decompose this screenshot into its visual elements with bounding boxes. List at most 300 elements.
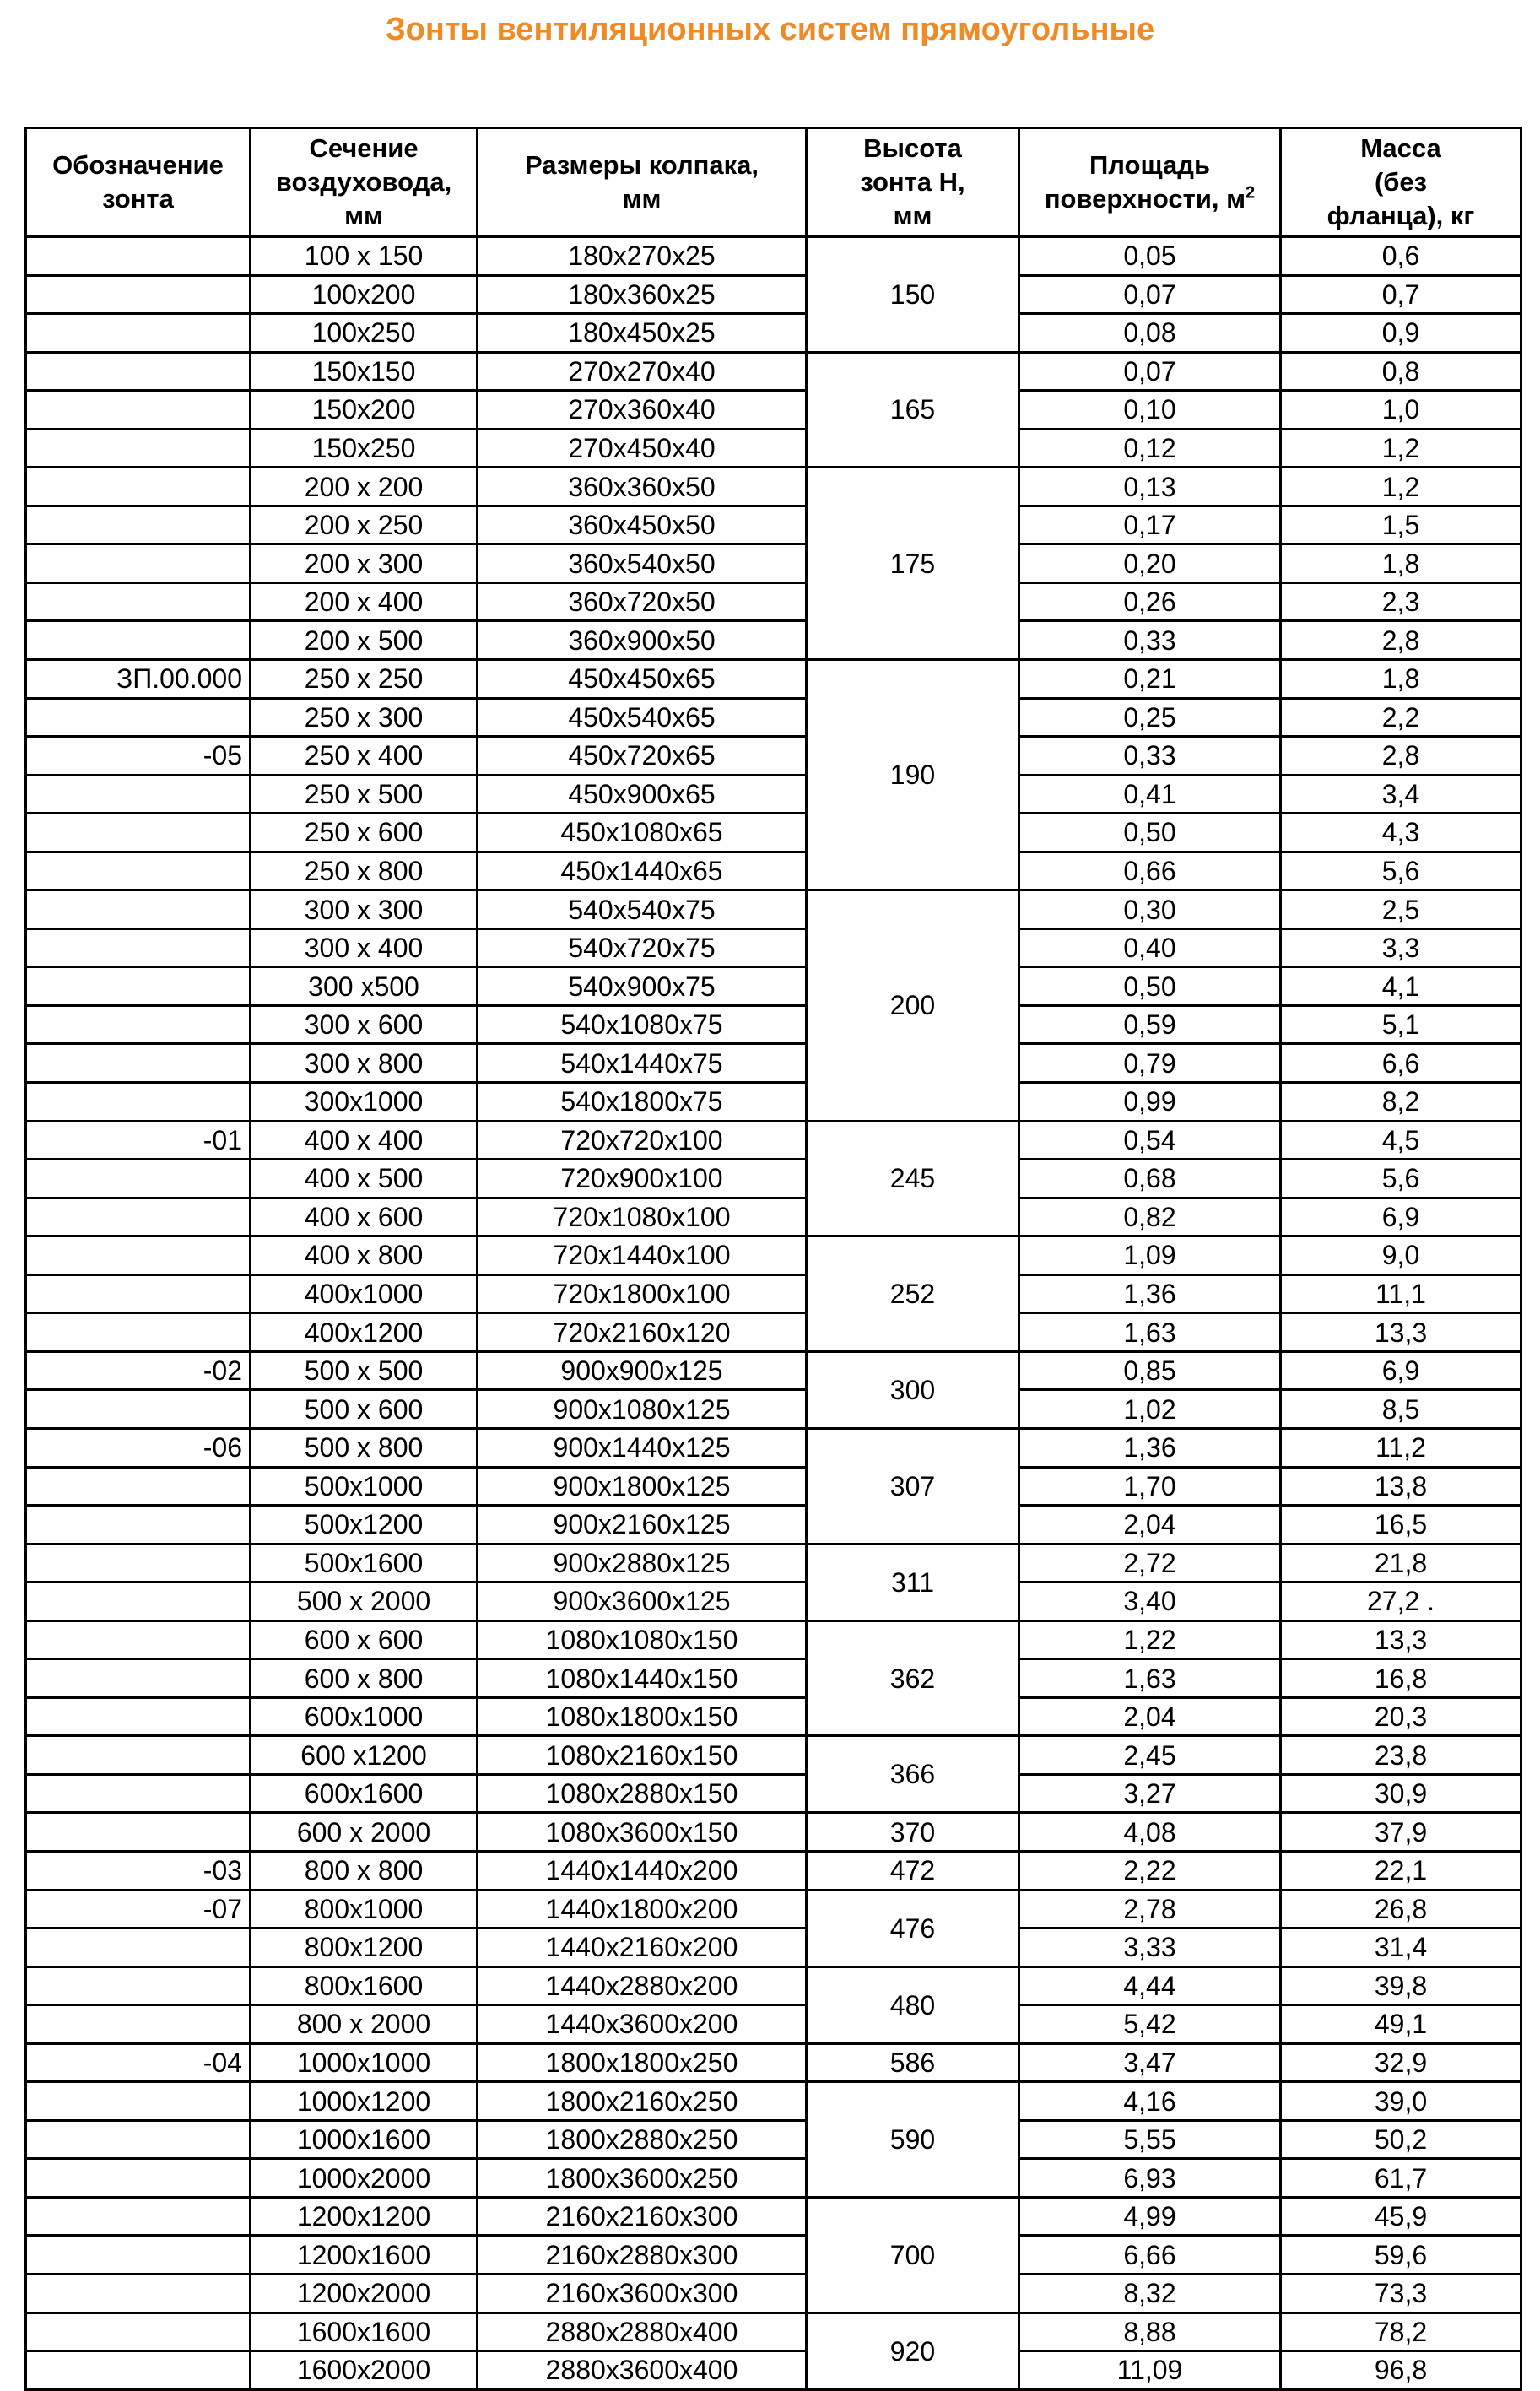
cell-designation (26, 1313, 251, 1352)
cell-height: 165 (807, 352, 1019, 468)
cell-section: 500 х 2000 (251, 1582, 478, 1621)
cell-surface-area: 3,27 (1019, 1774, 1281, 1813)
cell-designation: -05 (26, 737, 251, 776)
cell-mass: 3,4 (1281, 775, 1521, 814)
table-row (26, 1121, 1521, 1160)
cell-mass: 4,5 (1281, 1121, 1521, 1160)
table-row (26, 1198, 1521, 1236)
cell-mass: 9,0 (1281, 1236, 1521, 1275)
cell-surface-area: 4,99 (1019, 2197, 1281, 2236)
cell-hood-size: 2880x3600x400 (478, 2351, 807, 2390)
cell-mass: 73,3 (1281, 2274, 1521, 2313)
cell-designation (26, 429, 251, 468)
cell-height: 362 (807, 1620, 1019, 1736)
cell-section: 200 х 250 (251, 506, 478, 544)
cell-surface-area: 1,70 (1019, 1467, 1281, 1506)
cell-designation: ЗП.00.000 (26, 660, 251, 699)
header-text: фланца), кг (1327, 201, 1475, 230)
cell-mass: 61,7 (1281, 2159, 1521, 2198)
header-text: Масса (1360, 133, 1441, 163)
table-row (26, 1236, 1521, 1275)
cell-hood-size: 720x720x100 (478, 1121, 807, 1160)
cell-designation (26, 621, 251, 660)
table-row (26, 1044, 1521, 1083)
cell-hood-size: 900x2880x125 (478, 1544, 807, 1582)
cell-surface-area: 1,02 (1019, 1390, 1281, 1429)
cell-surface-area: 3,33 (1019, 1928, 1281, 1967)
cell-designation (26, 1928, 251, 1967)
cell-designation (26, 1813, 251, 1852)
cell-designation (26, 1390, 251, 1429)
cell-hood-size: 450x540x65 (478, 698, 807, 737)
cell-designation (26, 2313, 251, 2351)
cell-section: 500 х 800 (251, 1428, 478, 1467)
cell-section: 200 х 300 (251, 544, 478, 583)
cell-mass: 1,2 (1281, 468, 1521, 506)
cell-section: 200 х 200 (251, 468, 478, 506)
cell-section: 800 х 800 (251, 1851, 478, 1890)
cell-surface-area: 1,36 (1019, 1274, 1281, 1313)
header-text: зонта (102, 184, 174, 214)
cell-surface-area: 0,30 (1019, 890, 1281, 929)
cell-surface-area: 0,17 (1019, 506, 1281, 544)
table-row (26, 1774, 1521, 1813)
cell-mass: 5,6 (1281, 852, 1521, 890)
cell-mass: 11,2 (1281, 1428, 1521, 1467)
cell-mass: 96,8 (1281, 2351, 1521, 2390)
cell-hood-size: 2160x2160x300 (478, 2197, 807, 2236)
cell-height: 370 (807, 1813, 1019, 1852)
table-row (26, 1544, 1521, 1582)
cell-surface-area: 0,79 (1019, 1044, 1281, 1083)
table-row (26, 737, 1521, 776)
table-row (26, 544, 1521, 583)
cell-section: 400x1000 (251, 1274, 478, 1313)
cell-hood-size: 900x900x125 (478, 1351, 807, 1390)
page-title: Зонты вентиляционных систем прямоугольные (385, 12, 1155, 47)
cell-surface-area: 1,63 (1019, 1659, 1281, 1698)
cell-mass: 6,9 (1281, 1351, 1521, 1390)
cell-hood-size: 450x720x65 (478, 737, 807, 776)
cell-surface-area: 0,40 (1019, 928, 1281, 967)
cell-section: 1200x2000 (251, 2274, 478, 2313)
cell-section: 300 х 800 (251, 1044, 478, 1083)
cell-mass: 23,8 (1281, 1736, 1521, 1775)
cell-designation (26, 1236, 251, 1275)
header-section (251, 128, 478, 237)
cell-hood-size: 720x900x100 (478, 1160, 807, 1198)
cell-hood-size: 720x1800x100 (478, 1274, 807, 1313)
cell-mass: 59,6 (1281, 2236, 1521, 2275)
header-text: мм (893, 201, 932, 230)
cell-surface-area: 0,08 (1019, 314, 1281, 353)
cell-hood-size: 540x900x75 (478, 967, 807, 1006)
cell-mass: 13,3 (1281, 1620, 1521, 1659)
cell-mass: 26,8 (1281, 1890, 1521, 1928)
table-row (26, 1313, 1521, 1352)
cell-surface-area: 1,09 (1019, 1236, 1281, 1275)
cell-mass: 32,9 (1281, 2043, 1521, 2082)
cell-surface-area: 0,59 (1019, 1005, 1281, 1044)
cell-section: 500x1200 (251, 1506, 478, 1544)
cell-designation (26, 1160, 251, 1198)
table-row (26, 621, 1521, 660)
cell-mass: 4,3 (1281, 814, 1521, 852)
cell-designation: -06 (26, 1428, 251, 1467)
table-row (26, 2274, 1521, 2313)
header-text: мм (344, 201, 383, 230)
cell-hood-size: 270x270x40 (478, 352, 807, 391)
cell-mass: 1,0 (1281, 391, 1521, 430)
cell-surface-area: 0,12 (1019, 429, 1281, 468)
cell-hood-size: 1080x1080x150 (478, 1620, 807, 1659)
table-row (26, 2197, 1521, 2236)
table-row (26, 352, 1521, 391)
cell-designation (26, 890, 251, 929)
cell-section: 1200x1200 (251, 2197, 478, 2236)
cell-hood-size: 900x3600x125 (478, 1582, 807, 1621)
cell-surface-area: 0,33 (1019, 737, 1281, 776)
cell-section: 600 х 800 (251, 1659, 478, 1698)
table-row (26, 2313, 1521, 2351)
cell-section: 600 х1200 (251, 1736, 478, 1775)
cell-surface-area: 5,55 (1019, 2120, 1281, 2159)
cell-hood-size: 2880x2880x400 (478, 2313, 807, 2351)
cell-surface-area: 0,66 (1019, 852, 1281, 890)
cell-section: 500 х 500 (251, 1351, 478, 1390)
cell-section: 300x1000 (251, 1083, 478, 1122)
cell-height: 586 (807, 2043, 1019, 2082)
cell-mass: 45,9 (1281, 2197, 1521, 2236)
cell-hood-size: 360x450x50 (478, 506, 807, 544)
cell-hood-size: 2160x2880x300 (478, 2236, 807, 2275)
cell-hood-size: 720x2160x120 (478, 1313, 807, 1352)
cell-designation (26, 2236, 251, 2275)
cell-mass: 5,6 (1281, 1160, 1521, 1198)
hood-spec-table (24, 127, 1522, 2391)
cell-height: 245 (807, 1121, 1019, 1236)
cell-hood-size: 900x2160x125 (478, 1506, 807, 1544)
cell-section: 400 х 500 (251, 1160, 478, 1198)
cell-hood-size: 1080x3600x150 (478, 1813, 807, 1852)
cell-surface-area: 2,04 (1019, 1506, 1281, 1544)
cell-surface-area: 0,68 (1019, 1160, 1281, 1198)
header-superscript: 2 (1246, 183, 1256, 203)
cell-section: 500x1600 (251, 1544, 478, 1582)
cell-section: 800x1000 (251, 1890, 478, 1928)
cell-mass: 20,3 (1281, 1697, 1521, 1736)
table-row (26, 2236, 1521, 2275)
cell-hood-size: 1080x2160x150 (478, 1736, 807, 1775)
cell-designation (26, 2082, 251, 2121)
cell-section: 600x1000 (251, 1697, 478, 1736)
cell-surface-area: 2,78 (1019, 1890, 1281, 1928)
table-row (26, 928, 1521, 967)
cell-designation (26, 1966, 251, 2005)
cell-mass: 16,8 (1281, 1659, 1521, 1698)
cell-hood-size: 1440x2880x200 (478, 1966, 807, 2005)
cell-designation (26, 314, 251, 353)
cell-mass: 39,0 (1281, 2082, 1521, 2121)
table-row (26, 1851, 1521, 1890)
cell-height: 366 (807, 1736, 1019, 1813)
cell-designation (26, 352, 251, 391)
cell-hood-size: 360x900x50 (478, 621, 807, 660)
cell-section: 800x1200 (251, 1928, 478, 1967)
cell-height: 480 (807, 1966, 1019, 2043)
cell-designation (26, 2351, 251, 2390)
table-row (26, 582, 1521, 621)
cell-height: 476 (807, 1890, 1019, 1966)
table-row (26, 2120, 1521, 2159)
cell-designation (26, 1620, 251, 1659)
cell-mass: 50,2 (1281, 2120, 1521, 2159)
cell-section: 400 х 800 (251, 1236, 478, 1275)
table-row (26, 2159, 1521, 2198)
cell-hood-size: 270x360x40 (478, 391, 807, 430)
table-row (26, 1506, 1521, 1544)
cell-height: 920 (807, 2313, 1019, 2389)
cell-surface-area: 1,22 (1019, 1620, 1281, 1659)
cell-section: 600 х 600 (251, 1620, 478, 1659)
cell-designation (26, 275, 251, 314)
cell-hood-size: 1800x1800x250 (478, 2043, 807, 2082)
cell-surface-area: 0,21 (1019, 660, 1281, 699)
cell-designation (26, 1198, 251, 1236)
header-text: Размеры колпака, (524, 150, 759, 180)
cell-designation: -02 (26, 1351, 251, 1390)
cell-mass: 1,8 (1281, 544, 1521, 583)
cell-surface-area: 0,10 (1019, 391, 1281, 430)
cell-designation (26, 1005, 251, 1044)
cell-height: 252 (807, 1236, 1019, 1352)
cell-section: 250 х 300 (251, 698, 478, 737)
cell-mass: 2,5 (1281, 890, 1521, 929)
cell-surface-area: 0,50 (1019, 967, 1281, 1006)
cell-height: 700 (807, 2197, 1019, 2313)
cell-surface-area: 0,33 (1019, 621, 1281, 660)
cell-mass: 22,1 (1281, 1851, 1521, 1890)
table-row (26, 2005, 1521, 2044)
cell-surface-area: 2,72 (1019, 1544, 1281, 1582)
cell-hood-size: 1440x1440x200 (478, 1851, 807, 1890)
cell-mass: 0,9 (1281, 314, 1521, 353)
cell-surface-area: 4,44 (1019, 1966, 1281, 2005)
cell-surface-area: 5,42 (1019, 2005, 1281, 2044)
cell-section: 800 х 2000 (251, 2005, 478, 2044)
table-row (26, 1083, 1521, 1122)
cell-surface-area: 0,41 (1019, 775, 1281, 814)
cell-mass: 1,5 (1281, 506, 1521, 544)
table-row (26, 1467, 1521, 1506)
cell-designation (26, 2005, 251, 2044)
cell-section: 150x200 (251, 391, 478, 430)
cell-mass: 5,1 (1281, 1005, 1521, 1044)
cell-designation (26, 1467, 251, 1506)
cell-designation (26, 468, 251, 506)
cell-section: 300 х 400 (251, 928, 478, 967)
header-text: Сечение (309, 133, 419, 163)
cell-hood-size: 360x360x50 (478, 468, 807, 506)
cell-surface-area: 0,20 (1019, 544, 1281, 583)
cell-designation (26, 1582, 251, 1621)
cell-section: 400 х 600 (251, 1198, 478, 1236)
cell-mass: 31,4 (1281, 1928, 1521, 1967)
cell-surface-area: 4,08 (1019, 1813, 1281, 1852)
cell-hood-size: 540x1440x75 (478, 1044, 807, 1083)
table-row (26, 967, 1521, 1006)
cell-mass: 13,8 (1281, 1467, 1521, 1506)
cell-surface-area: 0,05 (1019, 237, 1281, 276)
header-text: мм (622, 184, 662, 214)
cell-section: 150x150 (251, 352, 478, 391)
table-row (26, 1390, 1521, 1429)
cell-designation (26, 544, 251, 583)
table-row (26, 1582, 1521, 1621)
cell-surface-area: 2,45 (1019, 1736, 1281, 1775)
cell-mass: 0,8 (1281, 352, 1521, 391)
cell-section: 100 х 150 (251, 237, 478, 276)
header-surface-area (1019, 128, 1281, 237)
table-row (26, 1005, 1521, 1044)
cell-designation: -07 (26, 1890, 251, 1928)
header-text: Высота (863, 133, 962, 163)
cell-section: 1600x2000 (251, 2351, 478, 2390)
cell-mass: 8,5 (1281, 1390, 1521, 1429)
cell-hood-size: 1080x2880x150 (478, 1774, 807, 1813)
cell-designation (26, 582, 251, 621)
table-body (26, 237, 1521, 2390)
cell-mass: 78,2 (1281, 2313, 1521, 2351)
cell-designation (26, 1697, 251, 1736)
cell-surface-area: 1,36 (1019, 1428, 1281, 1467)
cell-mass: 2,2 (1281, 698, 1521, 737)
cell-hood-size: 540x1080x75 (478, 1005, 807, 1044)
cell-hood-size: 450x1080x65 (478, 814, 807, 852)
cell-height: 300 (807, 1351, 1019, 1428)
cell-section: 800x1600 (251, 1966, 478, 2005)
cell-surface-area: 1,63 (1019, 1313, 1281, 1352)
cell-designation (26, 928, 251, 967)
cell-mass: 30,9 (1281, 1774, 1521, 1813)
cell-designation (26, 814, 251, 852)
cell-section: 100x200 (251, 275, 478, 314)
cell-hood-size: 450x900x65 (478, 775, 807, 814)
cell-mass: 2,8 (1281, 621, 1521, 660)
cell-designation (26, 2120, 251, 2159)
table-row (26, 890, 1521, 929)
cell-designation (26, 2197, 251, 2236)
cell-designation (26, 1736, 251, 1775)
table-row (26, 852, 1521, 890)
cell-section: 1000x1600 (251, 2120, 478, 2159)
cell-mass: 2,3 (1281, 582, 1521, 621)
cell-section: 250 х 400 (251, 737, 478, 776)
header-hood-size (478, 128, 807, 237)
table-row (26, 429, 1521, 468)
cell-hood-size: 360x540x50 (478, 544, 807, 583)
cell-designation: -04 (26, 2043, 251, 2082)
cell-designation (26, 852, 251, 890)
table-row (26, 1274, 1521, 1313)
cell-mass: 11,1 (1281, 1274, 1521, 1313)
cell-hood-size: 450x1440x65 (478, 852, 807, 890)
cell-designation (26, 506, 251, 544)
table-row (26, 468, 1521, 506)
cell-hood-size: 2160x3600x300 (478, 2274, 807, 2313)
cell-section: 250 х 250 (251, 660, 478, 699)
cell-mass: 4,1 (1281, 967, 1521, 1006)
cell-hood-size: 1800x3600x250 (478, 2159, 807, 2198)
cell-surface-area: 8,32 (1019, 2274, 1281, 2313)
cell-mass: 37,9 (1281, 1813, 1521, 1852)
cell-surface-area: 0,54 (1019, 1121, 1281, 1160)
header-text: зонта Н, (860, 167, 965, 197)
cell-hood-size: 1800x2880x250 (478, 2120, 807, 2159)
cell-surface-area: 3,40 (1019, 1582, 1281, 1621)
cell-designation (26, 1274, 251, 1313)
cell-mass: 21,8 (1281, 1544, 1521, 1582)
table-row (26, 1890, 1521, 1928)
cell-mass: 6,6 (1281, 1044, 1521, 1083)
cell-hood-size: 1080x1800x150 (478, 1697, 807, 1736)
cell-height: 590 (807, 2082, 1019, 2198)
table-row (26, 506, 1521, 544)
cell-surface-area: 6,66 (1019, 2236, 1281, 2275)
cell-hood-size: 900x1080x125 (478, 1390, 807, 1429)
table-row (26, 1428, 1521, 1467)
cell-hood-size: 540x540x75 (478, 890, 807, 929)
cell-hood-size: 1440x3600x200 (478, 2005, 807, 2044)
table-row (26, 1620, 1521, 1659)
cell-surface-area: 8,88 (1019, 2313, 1281, 2351)
table-row (26, 1697, 1521, 1736)
cell-hood-size: 1800x2160x250 (478, 2082, 807, 2121)
table-row (26, 2351, 1521, 2390)
cell-surface-area: 11,09 (1019, 2351, 1281, 2390)
cell-height: 311 (807, 1544, 1019, 1620)
cell-height: 175 (807, 468, 1019, 660)
cell-section: 1000x2000 (251, 2159, 478, 2198)
cell-mass: 49,1 (1281, 2005, 1521, 2044)
cell-surface-area: 0,99 (1019, 1083, 1281, 1122)
cell-mass: 6,9 (1281, 1198, 1521, 1236)
cell-section: 150x250 (251, 429, 478, 468)
cell-section: 600 х 2000 (251, 1813, 478, 1852)
cell-hood-size: 900x1440x125 (478, 1428, 807, 1467)
header-mass (1281, 128, 1521, 237)
cell-section: 250 х 500 (251, 775, 478, 814)
cell-surface-area: 3,47 (1019, 2043, 1281, 2082)
cell-height: 190 (807, 660, 1019, 890)
cell-surface-area: 0,50 (1019, 814, 1281, 852)
cell-section: 600x1600 (251, 1774, 478, 1813)
table-row (26, 275, 1521, 314)
cell-hood-size: 1440x2160x200 (478, 1928, 807, 1967)
header-text: (без (1374, 167, 1428, 197)
header-text: Площадь (1089, 150, 1210, 180)
cell-surface-area: 0,25 (1019, 698, 1281, 737)
table-row (26, 314, 1521, 353)
cell-height: 200 (807, 890, 1019, 1121)
cell-designation (26, 1506, 251, 1544)
cell-hood-size: 180x450x25 (478, 314, 807, 353)
table-row (26, 237, 1521, 276)
cell-surface-area: 0,82 (1019, 1198, 1281, 1236)
cell-mass: 2,8 (1281, 737, 1521, 776)
table-row (26, 775, 1521, 814)
cell-surface-area: 2,04 (1019, 1697, 1281, 1736)
